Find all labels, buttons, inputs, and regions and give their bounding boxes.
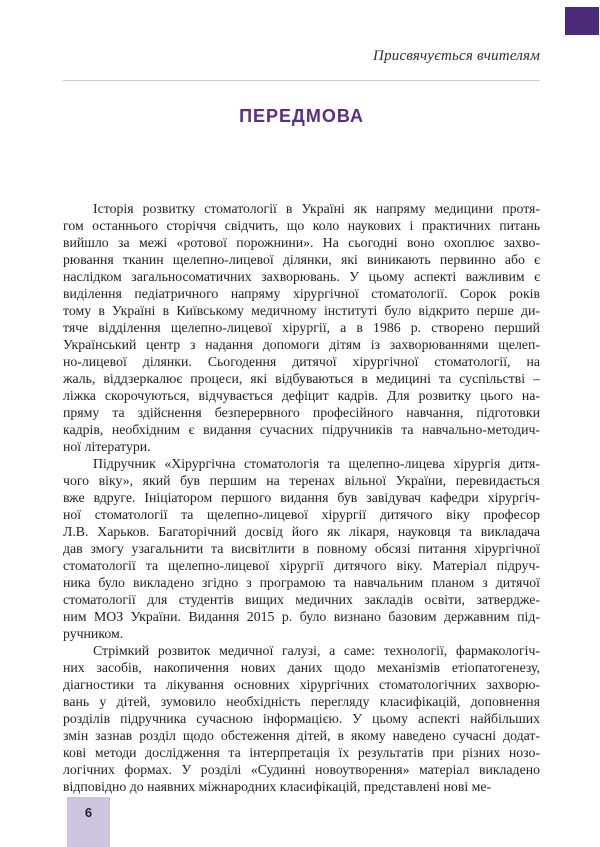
- body-line: Підручник «Хірургічна стоматологія та щелепно-лицева хірургія дитя-: [93, 456, 540, 471]
- body-line: змін зазнав розділ щодо обстеження дітей, в якому наведено сучасні додат-: [63, 728, 540, 743]
- body-line: діагностики та лікування основних хірургічних стоматологічних захворю-: [63, 677, 540, 692]
- body-line: стоматології для студентів вищих медичних закладів освіти, затвердже-: [63, 592, 540, 607]
- page-number: 6: [84, 805, 93, 820]
- body-line: тяче відділення щелепно-лицевої хірургії, а в 1986 р. створено перший: [63, 320, 540, 335]
- body-line: розділів підручника сучасною інформацією. У цьому аспекті найбільших: [63, 711, 540, 726]
- chapter-corner-tab: [565, 7, 599, 35]
- body-line: гом останнього сторіччя свідчить, що коло наукових і практичних питань: [63, 218, 540, 233]
- body-line: дав змогу узагальнити та висвітлити в повному обсязі питання хірургічної: [63, 541, 540, 556]
- page-number-tab: [67, 797, 110, 847]
- body-line: кові методи дослідження та інтерпретація їх результатів при різних нозо-: [63, 745, 540, 760]
- body-line: Історія розвитку стоматології в Україні як напряму медицини протя-: [93, 201, 540, 216]
- body-line: відповідно до наявних міжнародних класифікацій, представлені нові ме-: [63, 779, 492, 794]
- body-line: них засобів, накопичення нових даних щодо механізмів етіопатогенезу,: [63, 660, 540, 675]
- body-line: ручником.: [63, 626, 124, 641]
- body-line: наслідком загальносоматичних захворювань. У цьому аспекті важливим є: [63, 269, 540, 284]
- dedication-text: Присвячується вчителям: [373, 48, 540, 64]
- body-line: ним МОЗ України. Видання 2015 р. було визнано базовим державним під-: [63, 609, 540, 624]
- body-line: стоматології та щелепно-лицевої хірургії дитячого віку. Матеріал підруч-: [63, 558, 540, 573]
- body-line: чого віку», який був першим на теренах вільної України, перевидається: [63, 473, 540, 488]
- body-line: но-лицевої ділянки. Сьогодення дитячої хірургічної стоматології, на: [63, 354, 540, 369]
- body-line: Український центр з надання допомоги дітям із захворюваннями щелеп-: [63, 337, 540, 352]
- body-line: логічних формах. У розділі «Судинні новоутворення» матеріал викладено: [63, 762, 540, 777]
- body-line: вийшло за межі «ротової порожнини». На сьогодні воно охоплює захво-: [63, 235, 540, 250]
- body-line: вань у дітей, зумовило необхідність перегляду класифікацій, доповнення: [63, 694, 540, 709]
- body-line: рювання тканин щелепно-лицевої ділянки, які виникають первинно або є: [63, 252, 540, 267]
- body-line: вже вдруге. Ініціатором першого видання був завідувач кафедри хірургіч-: [63, 490, 540, 505]
- body-line: Стрімкий розвиток медичної галузі, а саме: технології, фармакологіч-: [93, 643, 540, 658]
- body-text: [63, 200, 540, 795]
- body-line: ника було викладено згідно з програмою та навчальним планом з дитячої: [63, 575, 540, 590]
- body-line: ліжка скорочуються, відчувається дефіцит кадрів. Для розвитку цього на-: [63, 388, 540, 403]
- header-rule: [63, 80, 540, 81]
- body-line: кадрів, необхідним є видання сучасних підручників та навчально-методич-: [63, 422, 540, 437]
- body-line: виділення педіатричного напряму хірургічної стоматології. Сорок років: [63, 286, 540, 301]
- body-line: ної стоматології та щелепно-лицевої хірургії дитячого віку професор: [63, 507, 540, 522]
- chapter-title: ПЕРЕДМОВА: [239, 106, 364, 126]
- body-line: пряму та здійснення безперервного професійного навчання, підготовки: [63, 405, 540, 420]
- body-line: жаль, віддзеркалює процеси, які відбуваються в медицині та суспільстві –: [63, 371, 540, 386]
- body-line: ної літератури.: [63, 439, 151, 454]
- body-line: Л.В. Харьков. Багаторічний досвід його як лікаря, науковця та викладача: [63, 524, 540, 539]
- body-line: тому в Україні в Київському медичному інституті було відкрито перше ди-: [63, 303, 540, 318]
